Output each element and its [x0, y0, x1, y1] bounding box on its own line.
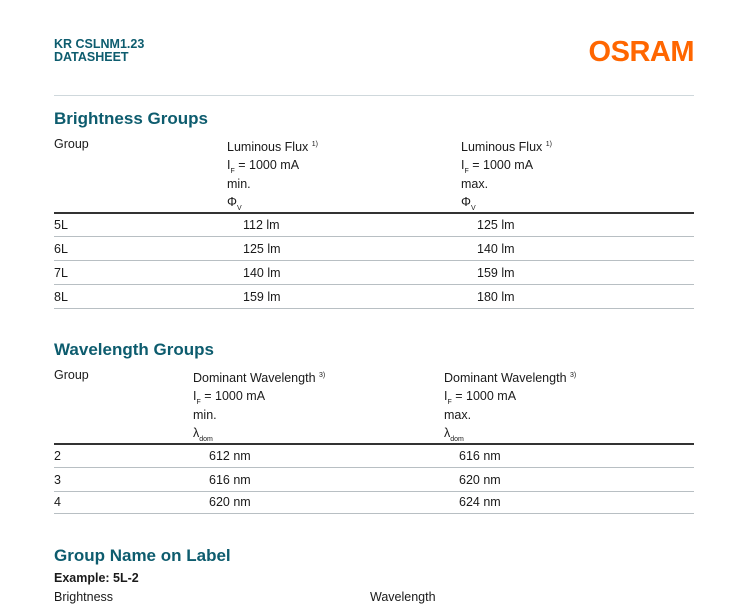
document-type: DATASHEET: [54, 50, 129, 64]
current-symbol: I: [227, 157, 231, 172]
brightness-groups-title: Brightness Groups: [54, 109, 208, 128]
table-cell-min: 159 lm: [243, 290, 281, 304]
header-divider: [54, 95, 694, 96]
table-cell-max: 616 nm: [459, 449, 501, 463]
row-divider: [54, 236, 694, 237]
column-name: Dominant Wavelength: [193, 371, 316, 386]
limit-label: min.: [193, 408, 217, 423]
table-cell-group: 3: [54, 473, 61, 487]
row-divider: [54, 467, 694, 468]
table-cell-min: 612 nm: [209, 449, 251, 463]
row-divider: [54, 308, 694, 309]
wavelength-groups-title: Wavelength Groups: [54, 340, 214, 359]
table-cell-max: 180 lm: [477, 290, 515, 304]
test-current: = 1000 mA: [472, 157, 534, 172]
table-cell-group: 7L: [54, 266, 68, 280]
table-cell-max: 125 lm: [477, 218, 515, 232]
current-symbol: I: [193, 388, 197, 403]
table-cell-max: 140 lm: [477, 242, 515, 256]
row-divider: [54, 284, 694, 285]
footnote-ref: 3): [570, 372, 577, 379]
footnote-ref: 1): [545, 141, 553, 148]
limit-label: max.: [461, 177, 489, 192]
current-subscript: F: [447, 398, 452, 406]
test-current: = 1000 mA: [455, 388, 517, 403]
brightness-col-max-header: [461, 136, 552, 213]
group-name-label-title: Group Name on Label: [54, 546, 231, 565]
table-cell-max: 624 nm: [459, 495, 501, 509]
wavelength-col-min-header: [193, 367, 325, 444]
phi-symbol: Φ: [227, 194, 237, 209]
current-subscript: F: [464, 167, 469, 175]
brightness-header-rule: [54, 212, 694, 214]
test-current: = 1000 mA: [238, 157, 300, 172]
table-cell-min: 620 nm: [209, 495, 251, 509]
document-id: [54, 38, 144, 64]
row-divider: [54, 513, 694, 514]
phi-symbol: Φ: [461, 194, 471, 209]
row-divider: [54, 491, 694, 492]
row-divider: [54, 260, 694, 261]
wavelength-header-rule: [54, 443, 694, 445]
symbol-subscript: dom: [450, 435, 464, 443]
limit-label: min.: [227, 177, 251, 192]
table-cell-group: 8L: [54, 290, 68, 304]
lambda-symbol: λ: [193, 425, 200, 440]
table-cell-max: 620 nm: [459, 473, 501, 487]
brightness-col-min-header: [227, 136, 318, 213]
symbol-subscript: dom: [199, 435, 213, 443]
brightness-col-group-header: Group: [54, 137, 89, 151]
current-symbol: I: [444, 388, 448, 403]
table-cell-min: 140 lm: [243, 266, 281, 280]
table-cell-group: 6L: [54, 242, 68, 256]
brightness-label: Brightness: [54, 590, 114, 604]
wavelength-label: Wavelength: [370, 590, 436, 604]
current-symbol: I: [461, 157, 465, 172]
lambda-symbol: λ: [444, 425, 451, 440]
current-subscript: F: [196, 398, 201, 406]
osram-logo: OSRAM: [588, 36, 694, 68]
column-name: Dominant Wavelength: [444, 371, 567, 386]
wavelength-col-max-header: [444, 367, 576, 444]
footnote-ref: 1): [311, 141, 319, 148]
table-cell-group: 5L: [54, 218, 68, 232]
footnote-ref: 3): [319, 372, 326, 379]
table-cell-group: 4: [54, 495, 61, 509]
label-example: Example: 5L-2: [54, 571, 139, 585]
test-current: = 1000 mA: [204, 388, 266, 403]
column-name: Luminous Flux: [227, 140, 309, 155]
symbol-subscript: V: [236, 204, 242, 212]
symbol-subscript: V: [470, 204, 476, 212]
limit-label: max.: [444, 408, 472, 423]
table-cell-min: 125 lm: [243, 242, 281, 256]
table-cell-min: 112 lm: [243, 218, 280, 232]
table-cell-max: 159 lm: [477, 266, 515, 280]
table-cell-group: 2: [54, 449, 61, 463]
wavelength-col-group-header: Group: [54, 368, 89, 382]
column-name: Luminous Flux: [461, 140, 543, 155]
current-subscript: F: [230, 167, 235, 175]
table-cell-min: 616 nm: [209, 473, 251, 487]
product-code: KR CSLNM1.23: [54, 37, 145, 51]
